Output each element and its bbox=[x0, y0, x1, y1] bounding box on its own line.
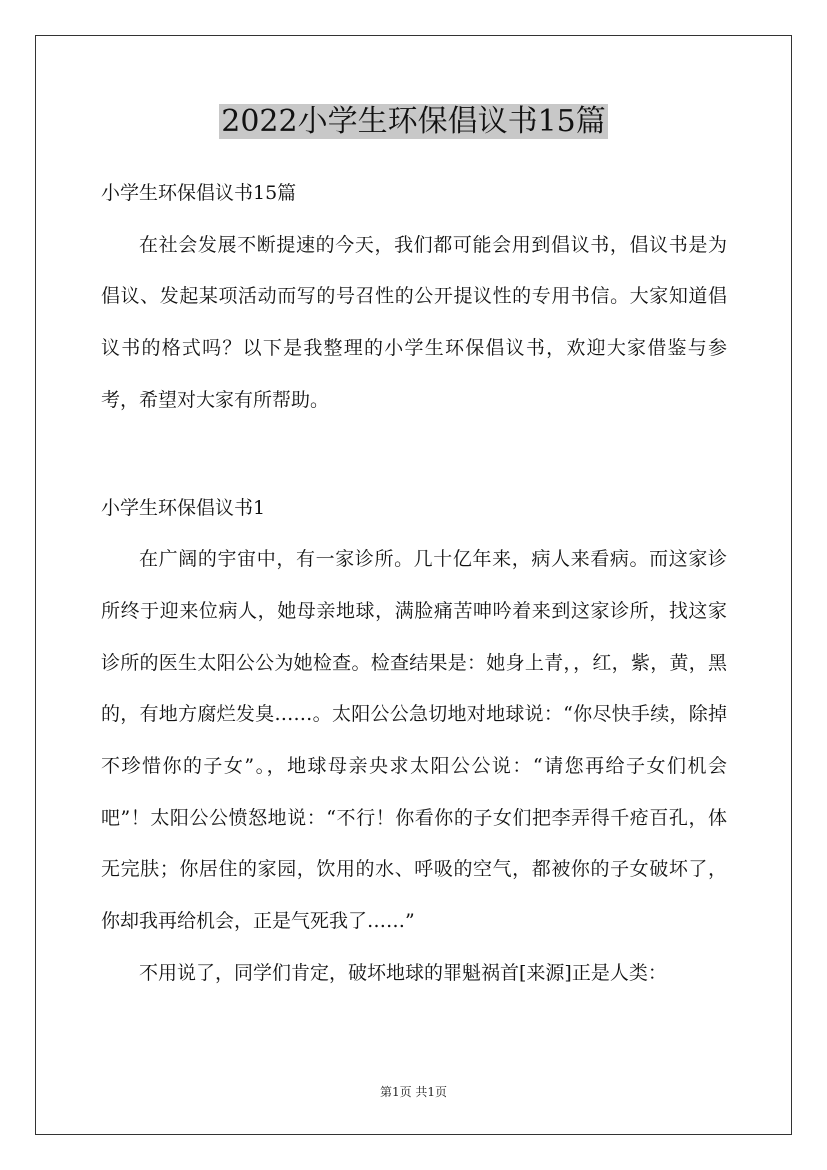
body-paragraph-2: 不用说了，同学们肯定，破坏地球的罪魁祸首[来源]正是人类： bbox=[139, 961, 667, 984]
page-footer: 第1页 共1页 bbox=[379, 1085, 448, 1099]
document-title-text: 2022小学生环保倡议书15篇 bbox=[221, 104, 606, 139]
document-body bbox=[101, 168, 727, 1000]
document-subtitle: 小学生环保倡议书15篇 bbox=[101, 182, 297, 204]
section-spacer bbox=[101, 427, 727, 483]
body-paragraph-1: 在广阔的宇宙中，有一家诊所。几十亿年来，病人来看病。而这家诊所终于迎来位病人，她母亲地球，满脸痛苦呻吟着来到这家诊所，找这家诊所的医生太阳公公为她检查。检查结果是：她身上青，，红，紫，黄，黑的，有地方腐烂发臭……。太阳公公急切地对地球说：“你尽快手续，除掉不珍惜你的子女”。，地球母亲央求太阳公公说：“请您再给子女们机会吧”！太阳公公愤怒地说：“不行！你看你的子女们把李弄得千疮百孔，体无完肤；你居住的家园，饮用的水、呼吸的空气，都被你的子女破坏了，你却我再给机会，正是气死我了……” bbox=[101, 548, 727, 933]
section-heading: 小学生环保倡议书1 bbox=[101, 496, 266, 519]
document-title bbox=[0, 100, 827, 144]
intro-paragraph: 在社会发展不断提速的今天，我们都可能会用到倡议书，倡议书是为倡议、发起某项活动而写的号召性的公开提议性的专用书信。大家知道倡议书的格式吗？以下是我整理的小学生环保倡议书，欢迎大家借鉴与参考，希望对大家有所帮助。 bbox=[101, 233, 727, 411]
